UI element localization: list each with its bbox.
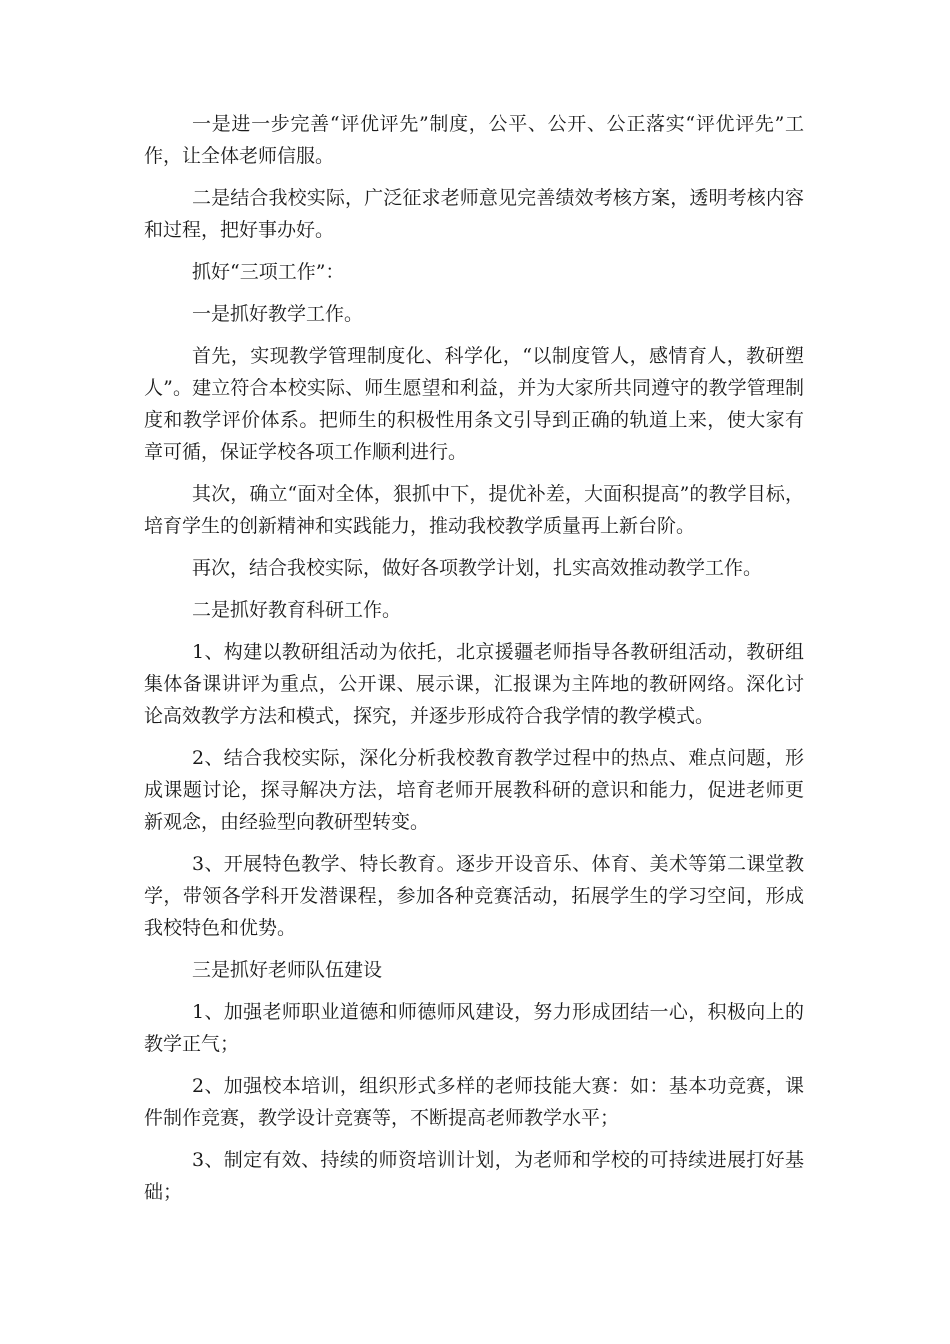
paragraph: 二是结合我校实际，广泛征求老师意见完善绩效考核方案，透明考核内容和过程，把好事办好。	[144, 187, 804, 241]
paragraph: 2、加强校本培训，组织形式多样的老师技能大赛：如：基本功竞赛，课件制作竞赛，教学设计竞赛等，不断提高老师教学水平；	[144, 1075, 804, 1129]
paragraph: 1、加强老师职业道德和师德师风建设，努力形成团结一心，积极向上的教学正气；	[144, 1001, 804, 1055]
paragraph: 首先，实现教学管理制度化、科学化，“以制度管人，感情育人，教研塑人”。建立符合本校实际、师生愿望和利益，并为大家所共同遵守的教学管理制度和教学评价体系。把师生的积极性用条文引导到正确的轨道上来，使大家有章可循，保证学校各项工作顺利进行。	[144, 345, 804, 463]
paragraph: 再次，结合我校实际，做好各项教学计划，扎实高效推动教学工作。	[192, 557, 763, 579]
paragraph: 抓好“三项工作”：	[192, 261, 345, 283]
paragraph: 其次，确立“面对全体，狠抓中下，提优补差，大面积提高”的教学目标，培育学生的创新精神和实践能力，推动我校教学质量再上新台阶。	[144, 483, 804, 537]
paragraph: 3、制定有效、持续的师资培训计划，为老师和学校的可持续进展打好基础；	[144, 1149, 804, 1203]
paragraph: 三是抓好老师队伍建设	[192, 959, 383, 981]
paragraph: 二是抓好教育科研工作。	[192, 599, 402, 621]
paragraph: 1、构建以教研组活动为依托，北京援疆老师指导各教研组活动，教研组集体备课讲评为重点，公开课、展示课，汇报课为主阵地的教研网络。深化讨论高效教学方法和模式，探究，并逐步形成符合我学情的教学模式。	[144, 641, 804, 727]
paragraph: 一是进一步完善“评优评先”制度，公平、公开、公正落实“评优评先”工作，让全体老师信服。	[144, 113, 804, 167]
document-body	[144, 108, 804, 1218]
paragraph: 3、开展特色教学、特长教育。逐步开设音乐、体育、美术等第二课堂教学，带领各学科开发潜课程，参加各种竞赛活动，拓展学生的学习空间，形成我校特色和优势。	[144, 853, 804, 939]
paragraph: 一是抓好教学工作。	[192, 303, 364, 325]
paragraph: 2、结合我校实际，深化分析我校教育教学过程中的热点、难点问题，形成课题讨论，探寻解决方法，培育老师开展教科研的意识和能力，促进老师更新观念，由经验型向教研型转变。	[144, 747, 804, 833]
